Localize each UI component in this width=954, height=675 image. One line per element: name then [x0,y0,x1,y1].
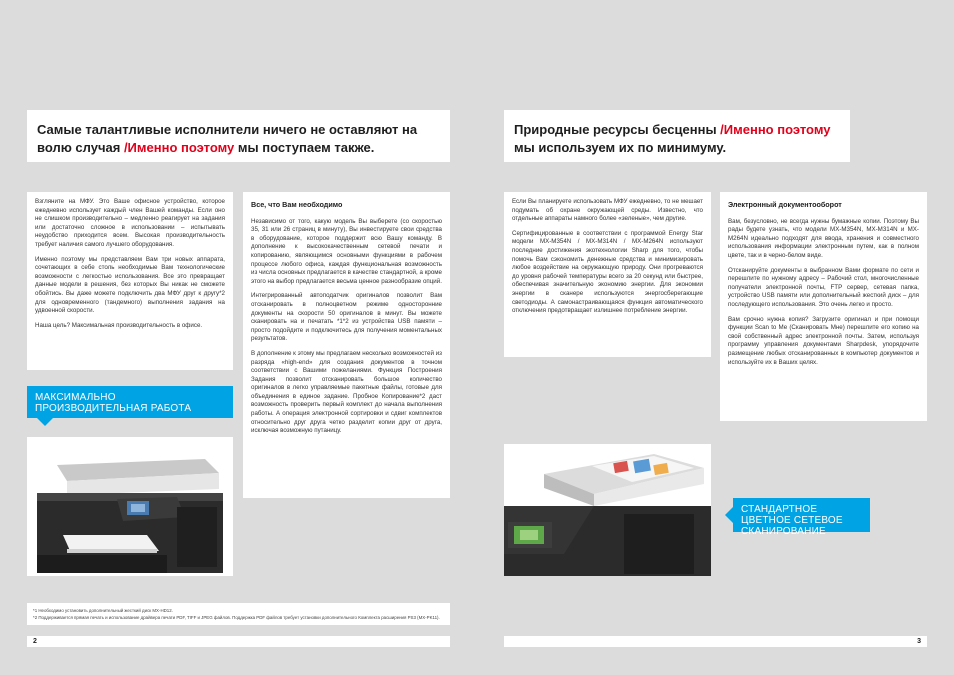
right-callout: СТАНДАРТНОЕ ЦВЕТНОЕ СЕТЕВОЕ СКАНИРОВАНИЕ [733,498,870,532]
right-headline-line2: мы используем их по минимуму. [514,140,727,155]
left-page-number: 2 [27,636,450,647]
multifunction-printer-image [27,437,233,576]
edoc-heading: Электронный документооборот [728,200,842,209]
right-edoc-text: Электронный документооборот Вам, безусловно, не всегда нужны бумажные копии. Поэтому Вы рады будете узнать, что модели MX-M354N, MX-M314N и MX-M264N идеально подходят для ввода, хранения и совместного использования информации электронным путем, как в полном цвете, так и в черно-белом виде. Отсканируйте документы в выбранном Вами формате по сети и перешлите по нужному адресу – Рабочий стол, многочисленные получатели электронной почты, FTP сервер, сетевая папка, устройство USB памяти или дополнительный жесткий диск – для последующего использования. Это очень легко и просто. Вам срочно нужна копия? Загрузите оригинал и при помощи функции Scan to Me (Сканировать Мне) перешлите его копию на свой собственный адрес электронной почты. Затем, используя программу управления документами Sharpdesk, упорядочите размещение любых отсканированных в компьютер документов и используйте их в Ваших целях. [720,192,927,421]
needs-heading: Все, что Вам необходимо [251,200,343,209]
right-headline [504,110,850,162]
left-headline-line1: Самые талантливые исполнители ничего не оставляют на [37,122,418,137]
right-eco-text: Если Вы планируете использовать МФУ ежедневно, то не мешает подумать об охране окружающей среды. Известно, что отдельные аппараты намного более «зеленые», чем другие. Сертифицированные в соответствии с программой Energy Star модели MX-M354N / MX-M314N / MX-M264N используют последние достижения экотехнологии Sharp для того, чтобы помочь Вам сэкономить денежные средства и минимизировать любое воздействие на окружающую природу. Они прогреваются до уровня рабочей температуры всего за 20 секунд или быстрее, обеспечивая значительную экономию энергии. Для экономии энергии в сканере используются энергосберегающие светодиоды. А самонастраивающаяся функция автоматического отключения предотвращает излишнее потребление энергии. [504,192,711,357]
printer-illustration [27,437,233,576]
left-headline-accent: /Именно поэтому [123,140,235,155]
scanner-illustration [504,444,711,576]
left-footnotes: *1 Необходимо установить дополнительный жесткий диск MX-HD12. *2 Поддерживается прямая печать и использование драйвера печати PDF, TIFF и JPEG файлов. Поддержка PDF файлов требует установки дополнительного Комплекта расширения PS3 (MX-PK11). [27,603,450,625]
left-needs-text: Все, что Вам необходимо Независимо от того, какую модель Вы выберете (со скоростью 35, 31 или 26 страниц в минуту), Вы инвестируете свои средства в оборудование, которое поддержит всю Вашу команду. В дополнение к высококачественным сетевой печати и копированию, являющимся основными функциями в рабочем процессе любого офиса, каждая функциональная возможность из числа основных предлагается в качестве стандартной, а кроме этого на выбор предлагается весьма ценное разнообразие опций. Интегрированный автоподатчик оригиналов позволит Вам отсканировать в полноцветном режиме односторонние документы на скорости 50 оригиналов в минут. Вы можете сканировать на и печатать *1*2 из устройства USB памяти – просто подойдите и подключитесь для получения моментальных результатов. В дополнение к этому мы предлагаем несколько возможностей из разряда «high-end» для создания документов в точном соответствии с Вашими пожеланиями. Функция Построения Задания позволит отсканировать большое количество оригиналов в легко управляемые пакетные файлы, готовые для объединения в единое задание. Пробное Копирование*2 даст возможность проверить первый комплект до начала выполнения работы. А операция электронной сортировки и сдвиг комплектов относительно друг друга четко разделит копии друг от друга, исключая возможную путаницу. [243,192,450,498]
left-headline [27,110,450,162]
right-headline-accent: /Именно поэтому [720,122,831,137]
color-scanner-printer-image [504,444,711,576]
left-callout: МАКСИМАЛЬНО ПРОИЗВОДИТЕЛЬНАЯ РАБОТА [27,386,233,418]
right-page-number: 3 [504,636,927,647]
right-headline-line1: Природные ресурсы бесценны /Именно поэтому [514,122,831,137]
left-headline-line2: волю случая /Именно поэтому мы поступаем также. [37,140,375,155]
left-intro-text: Взгляните на МФУ. Это Ваше офисное устройство, которое ежедневно использует каждый член Вашей команды. Если оно не слишком производительно – медленно реагирует на задания или достаточно сложное в использовании – испытывать неудобство приходится всем. Высокая производительность требует наличия самого лучшего оборудования. Именно поэтому мы представляем Вам три новых аппарата, сочетающих в себе столь необходимые Вам технологические возможности с легкостью использования. Все это превращает данные модели в решения, без которых Вы никак не сможете обойтись. Вы даже можете подключить два МФУ друг к другу*2 для одновременного (тандемного) выполнения задания на удвоенной скорости. Наша цель? Максимальная производительность в офисе. [27,192,233,370]
